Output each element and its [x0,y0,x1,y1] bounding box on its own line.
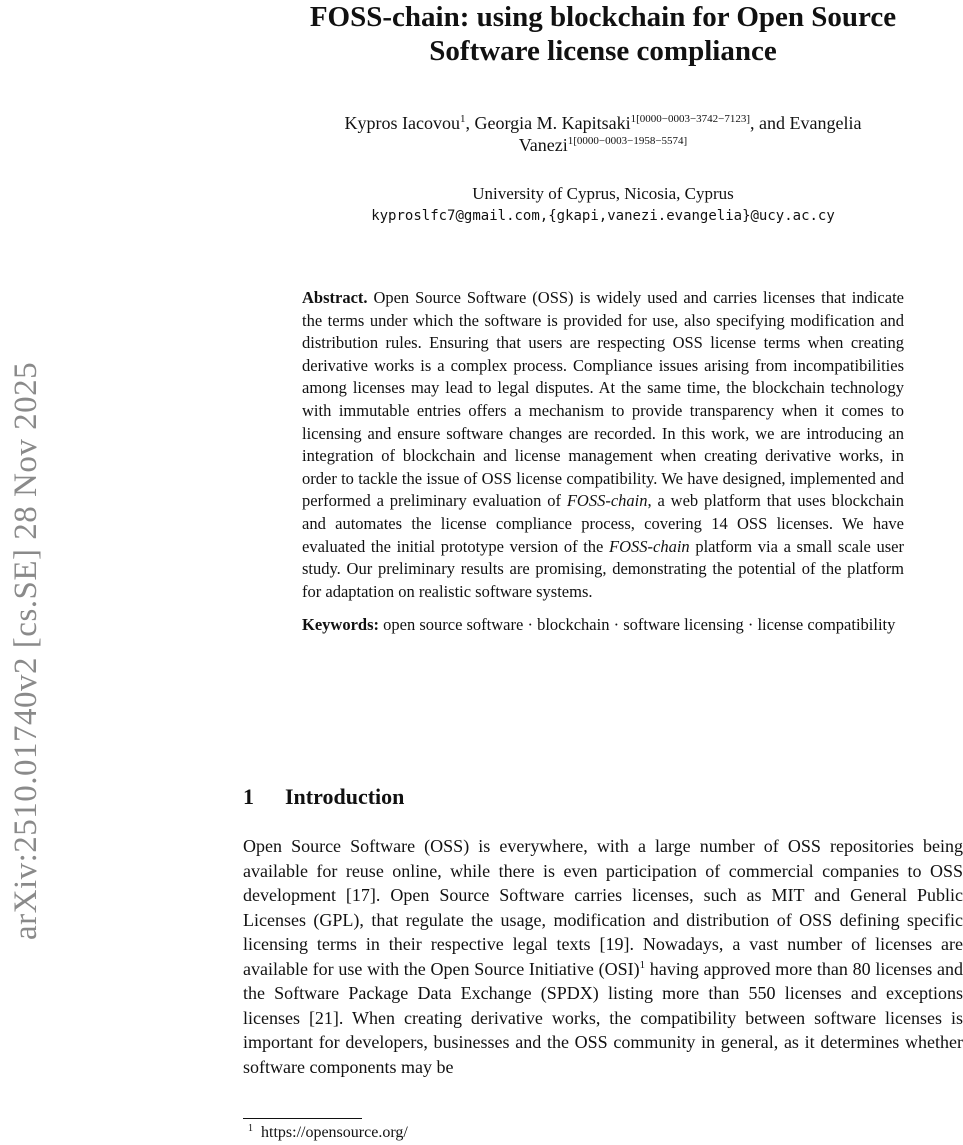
intro-paragraph [243,834,963,1079]
author-3-orcid: 1[0000−0003−1958−5574] [567,135,688,147]
abstract-italic-2: FOSS-chain [609,536,690,556]
footnote-divider [243,1118,362,1119]
footnote [248,1123,408,1143]
author-1-affil: 1 [459,113,466,125]
abstract-text-1: Open Source Software (OSS) is widely used and carries licenses that indicate the terms under which the software is provided for use, also specifying modification and distribution rules. Ensuring that users are respecting OSS license terms when creating derivative works is a complex process. Compliance issues arising from incompatibilities among licenses may lead to legal disputes. At the same time, the blockchain technology with immutable entries offers a mechanism to provide transparency when it comes to licensing and ensure software changes are recorded. In this work, we are introducing an integration of blockchain and license management when creating derivative works, in order to tackle the issue of OSS license compatibility. We have designed, implemented and performed a preliminary evaluation of [302,288,904,511]
author-emails: kyproslfc7@gmail.com,{gkapi,vanezi.evangelia}@ucy.ac.cy [371,208,835,224]
author-list [243,112,963,156]
paper-title [243,0,963,68]
abstract-text-2: , a web platform that uses blockchain and automates the license compliance process, covering 14 OSS licenses. We have evaluated the initial prototype version of the [302,491,904,556]
section-number: 1 [243,784,254,809]
intro-text-1: Open Source Software (OSS) is everywhere, with a large number of OSS repositories being available for reuse online, while there is even participation of commercial companies to OSS development [17]. Open Source Software carries licenses, such as MIT and General Public Licenses (GPL), that regulate the usage, modification and distribution of OSS defining specific licensing terms in their respective legal texts [19]. Nowadays, a vast number of licenses are available for use with the Open Source Initiative (OSI) [243,836,963,979]
arxiv-identifier-text: arXiv:2510.01740v2 [cs.SE] 28 Nov 2025 [8,361,44,940]
footnote-link[interactable]: https://opensource.org/ [261,1124,408,1141]
author-3: Vanezi [518,135,568,155]
author-2-orcid: 1[0000−0003−3742−7123] [630,113,751,125]
author-1: Kypros Iacovou [344,113,460,133]
abstract-italic-1: FOSS-chain [566,491,648,511]
section-title: Introduction [285,784,405,809]
abstract-label: Abstract. [302,288,368,307]
keywords-text: open source software · blockchain · software licensing · license compatibility [379,615,896,635]
title-line-1: FOSS-chain: using blockchain for Open Source [309,1,897,33]
keywords-label: Keywords: [302,615,379,635]
abstract-text-3: platform via a small scale user study. Our preliminary results are promising, demonstrating the potential of the platform for adaptation on realistic software systems. [302,536,905,601]
arxiv-identifier [4,220,48,940]
section-heading [243,783,404,811]
intro-text-2: having approved more than 80 licenses and the Software Package Data Exchange (SPDX) listing more than 550 licenses and exceptions licenses [21]. When creating derivative works, the compatibility between software licenses is important for developers, businesses and the OSS community in general, as it determines whether software components may be [243,958,963,1077]
title-line-2: Software license compliance [429,35,777,67]
author-line-2 [243,134,963,156]
abstract-paragraph [302,287,904,603]
keywords [302,614,904,637]
abstract-block [302,287,904,637]
author-2: , Georgia M. Kapitsaki [465,113,631,133]
affiliation: University of Cyprus, Nicosia, Cyprus [472,184,734,203]
intro-footnote-ref[interactable]: 1 [639,958,646,971]
footnote-mark: 1 [248,1123,253,1134]
author-line-1 [243,112,963,134]
author-3-prefix: , and Evangelia [750,113,862,133]
affiliation-block [243,183,963,227]
